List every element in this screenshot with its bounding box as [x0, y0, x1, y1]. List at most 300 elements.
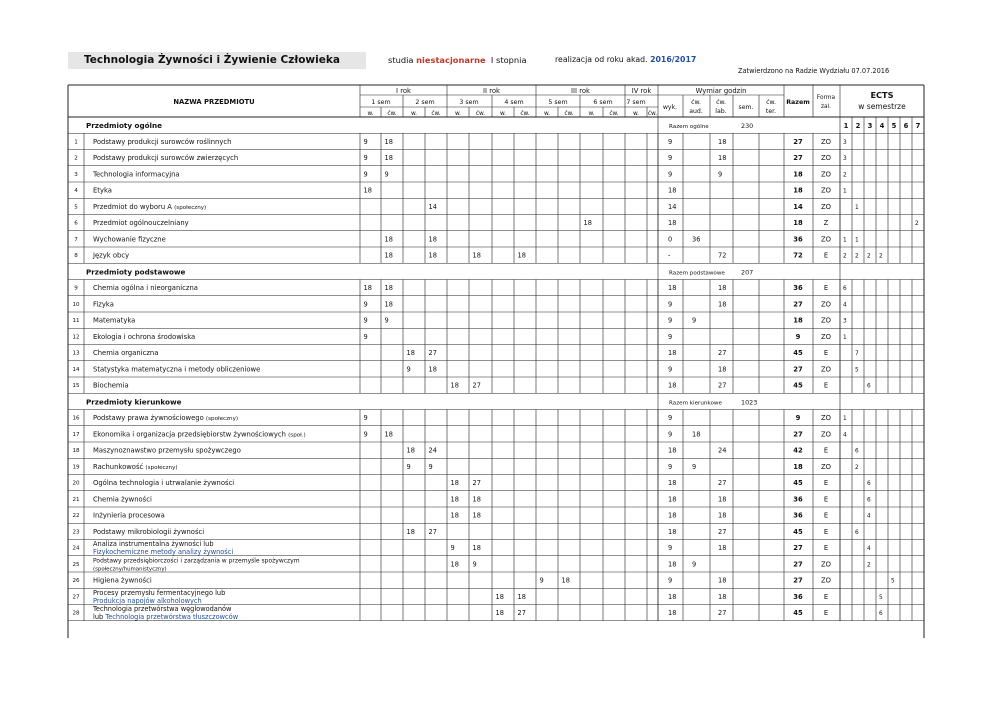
hours-value: 18	[718, 495, 727, 504]
hours-value: 9	[718, 170, 723, 179]
subject-name: Chemia organiczna	[93, 349, 159, 358]
semester-hours: 9	[539, 576, 544, 585]
semester-hours: 18	[384, 430, 393, 439]
ects-value: 2	[879, 253, 883, 260]
ects-value: 2	[855, 253, 859, 260]
semester-hours: 18	[363, 186, 372, 195]
razem-value: 27	[793, 430, 803, 439]
row-number: 13	[72, 350, 80, 357]
ects-value: 2	[867, 253, 871, 260]
razem-value: 9	[795, 414, 801, 423]
w-cw-header: ćw.	[564, 111, 574, 117]
hours-value: 72	[718, 251, 727, 260]
razem-value: 27	[793, 560, 803, 569]
forma-value: ZO	[820, 154, 832, 163]
year-header: IV rok	[631, 87, 652, 95]
semester-header: 6 sem	[593, 99, 613, 106]
row-number: 2	[74, 155, 78, 162]
ects-value: 5	[891, 578, 895, 585]
w-cw-header: ćw.	[520, 111, 530, 117]
semester-hours: 18	[384, 137, 393, 146]
section-razem-value: 1023	[741, 398, 758, 407]
subject-name: Przedmiot do wyboru A (społeczny)	[93, 202, 207, 211]
ects-value: 6	[855, 529, 859, 536]
hours-value: 9	[668, 154, 673, 163]
cw-ter-header: ter.	[765, 108, 777, 115]
ects-semester-number: 6	[903, 122, 909, 130]
row-number: 15	[72, 383, 80, 390]
row-number: 17	[72, 431, 80, 438]
forma-value: E	[823, 495, 829, 504]
forma-value: E	[823, 479, 829, 488]
ects-value: 1	[855, 204, 859, 211]
forma-value: ZO	[820, 235, 832, 244]
hours-value: 18	[718, 544, 727, 553]
semester-hours: 27	[428, 527, 437, 536]
hours-value: 18	[668, 349, 677, 358]
year-header: I rok	[396, 87, 411, 95]
subject-name: Rachunkowość (społeczny)	[93, 462, 178, 471]
row-number: 5	[74, 204, 78, 211]
subject-name: Etyka	[93, 186, 112, 195]
ects-value: 2	[867, 562, 871, 569]
ects-value: 2	[843, 253, 847, 260]
hours-value: 14	[668, 202, 677, 211]
row-number: 23	[72, 529, 80, 536]
razem-value: 27	[793, 137, 803, 146]
ects-value: 6	[843, 286, 847, 293]
row-number: 24	[72, 545, 80, 552]
semester-hours: 9	[363, 316, 368, 325]
ects-value: 3	[843, 318, 847, 325]
forma-value: Z	[823, 219, 829, 228]
ects-semester-number: 4	[879, 122, 885, 130]
semester-hours: 27	[472, 479, 481, 488]
subject-name: Chemia żywności	[93, 495, 152, 504]
row-number: 7	[74, 236, 78, 243]
row-number: 26	[72, 578, 80, 585]
subject-note: (społeczny/humanistyczny)	[93, 566, 167, 573]
razem-value: 36	[793, 592, 803, 601]
subject-name: Technologia przetwórstwa węglowodanów	[93, 605, 232, 614]
hours-value: 18	[668, 219, 677, 228]
ects-value: 5	[855, 367, 859, 374]
academic-year-value: 2016/2017	[650, 55, 697, 64]
forma-value: ZO	[820, 137, 832, 146]
razem-value: 45	[793, 527, 803, 536]
semester-hours: 18	[406, 446, 415, 455]
forma-value: ZO	[820, 576, 832, 585]
study-prefix: studia	[388, 55, 414, 65]
subject-name: Wychowanie fizyczne	[93, 235, 166, 244]
razem-value: 27	[793, 154, 803, 163]
row-number: 25	[72, 561, 80, 568]
razem-value: 9	[795, 332, 801, 341]
ects-value: 4	[867, 546, 871, 553]
semester-hours: 18	[363, 284, 372, 293]
forma-value: ZO	[820, 300, 832, 309]
razem-value: 27	[793, 544, 803, 553]
section-razem-value: 230	[741, 122, 754, 130]
hours-value: 18	[668, 479, 677, 488]
w-cw-header: ćw.	[387, 111, 397, 117]
forma-value: E	[823, 446, 829, 455]
hours-value: 27	[718, 349, 727, 358]
semester-hours: 18	[406, 527, 415, 536]
razem-value: 45	[793, 609, 803, 618]
semester-hours: 18	[384, 154, 393, 163]
ects-value: 6	[867, 497, 871, 504]
semester-hours: 18	[472, 495, 481, 504]
w-cw-header: ćw.	[431, 111, 441, 117]
subject-name: Inżynieria procesowa	[93, 511, 165, 520]
ects-value: 2	[855, 464, 859, 471]
razem-value: 45	[793, 381, 803, 390]
razem-value: 36	[793, 495, 803, 504]
hours-value: 9	[668, 576, 673, 585]
hours-value: 18	[718, 592, 727, 601]
razem-value: 36	[793, 511, 803, 520]
ects-value: 1	[855, 237, 859, 244]
semester-hours: 9	[428, 462, 433, 471]
subject-name: Maszynoznawstwo przemysłu spożywczego	[93, 446, 241, 455]
semester-hours: 9	[406, 462, 411, 471]
hours-value: 18	[718, 284, 727, 293]
subject-alt: Produkcja napojów alkoholowych	[93, 596, 202, 605]
hours-value: 18	[692, 430, 701, 439]
ects-value: 4	[843, 432, 847, 439]
year-header: III rok	[571, 87, 590, 95]
forma-value: ZO	[820, 430, 832, 439]
w-cw-header: w.	[588, 111, 595, 117]
forma-value: E	[823, 544, 829, 553]
hours-value: 9	[692, 316, 697, 325]
semester-hours: 18	[384, 284, 393, 293]
row-number: 10	[72, 301, 80, 308]
subject-name: Ekonomika i organizacja przedsiębiorstw żywnościowych (społ.)	[93, 430, 306, 439]
study-type: niestacjonarne	[416, 55, 486, 65]
hours-value: 18	[668, 527, 677, 536]
razem-header: Razem	[786, 99, 810, 106]
semester-hours: 9	[363, 137, 368, 146]
subject-name: Matematyka	[93, 316, 136, 325]
ects-value: 4	[867, 513, 871, 520]
semester-hours: 18	[450, 495, 459, 504]
ects-value: 2	[843, 172, 847, 179]
ects-value: 4	[843, 302, 847, 309]
semester-hours: 18	[495, 592, 504, 601]
row-number: 3	[74, 171, 78, 178]
row-number: 27	[72, 594, 80, 601]
ects-semester-number: 2	[855, 122, 861, 130]
hours-value: -	[668, 251, 671, 260]
ects-value: 3	[843, 156, 847, 163]
section-title: Przedmioty podstawowe	[86, 267, 186, 277]
semester-hours: 18	[472, 511, 481, 520]
approval-note: Zatwierdzono na Radzie Wydziału 07.07.2016	[738, 67, 890, 75]
w-cw-header: ćw.	[475, 111, 486, 117]
subject-name: Przedmiot ogólnouczelniany	[93, 219, 189, 228]
subject-alt: lub Technologia przetwórstwa tłuszczowców	[93, 613, 239, 622]
row-number: 8	[74, 253, 78, 260]
semester-hours: 18	[472, 251, 481, 260]
razem-value: 14	[793, 202, 803, 211]
ects-semester-number: 3	[867, 122, 873, 130]
semester-hours: 18	[384, 235, 393, 244]
hours-value: 9	[668, 300, 673, 309]
hours-value: 18	[668, 511, 677, 520]
hours-value: 18	[668, 609, 677, 618]
semester-hours: 18	[517, 251, 526, 260]
semester-hours: 9	[363, 154, 368, 163]
razem-value: 18	[793, 462, 803, 471]
semester-hours: 18	[450, 381, 459, 390]
forma-value: ZO	[820, 186, 832, 195]
semester-header: 1 sem	[371, 99, 391, 106]
row-number: 9	[74, 285, 78, 292]
hours-value: 18	[718, 365, 727, 374]
cw-lab-header: ćw.	[716, 99, 726, 106]
razem-value: 36	[793, 235, 803, 244]
semester-hours: 9	[363, 300, 368, 309]
semester-hours: 27	[517, 609, 526, 618]
hours-value: 18	[668, 592, 677, 601]
semester-hours: 9	[384, 170, 389, 179]
academic-year-prefix: realizacja od roku akad.	[555, 55, 648, 64]
razem-value: 42	[793, 446, 803, 455]
subject-name: Podstawy przedsiębiorczości i zarządzania w przemyśle spożywczym	[93, 557, 300, 565]
semester-header: 4 sem	[504, 99, 524, 106]
forma-value: E	[823, 381, 829, 390]
razem-value: 27	[793, 576, 803, 585]
hours-value: 18	[668, 186, 677, 195]
section-razem-label: Razem ogólne	[669, 124, 709, 130]
semester-hours: 9	[450, 544, 455, 553]
w-cw-header: w.	[367, 111, 374, 117]
semester-header: 7 sem	[626, 99, 646, 106]
w-cw-header: w.	[543, 111, 551, 117]
semester-hours: 9	[363, 414, 368, 423]
semester-hours: 18	[450, 479, 459, 488]
semester-header: 2 sem	[415, 99, 435, 106]
forma-value: ZO	[820, 332, 832, 341]
ects-value: 6	[867, 383, 871, 390]
semester-hours: 9	[406, 365, 411, 374]
forma-value: ZO	[820, 462, 832, 471]
ects-value: 1	[843, 237, 847, 244]
row-number: 14	[72, 366, 80, 373]
subject-name: Procesy przemysłu fermentacyjnego lub	[93, 588, 226, 597]
row-number: 21	[72, 496, 80, 503]
semester-hours: 9	[472, 560, 477, 569]
section-title: Przedmioty kierunkowe	[86, 397, 182, 407]
row-number: 11	[72, 318, 80, 325]
semester-hours: 9	[384, 316, 389, 325]
semester-hours: 9	[363, 430, 368, 439]
hours-value: 9	[668, 430, 673, 439]
hours-value: 18	[668, 560, 677, 569]
hours-value: 9	[668, 137, 673, 146]
semester-hours: 27	[428, 349, 437, 358]
forma-value: ZO	[820, 414, 832, 423]
razem-value: 27	[793, 365, 803, 374]
forma-header: Forma	[816, 95, 836, 101]
hours-value: 18	[668, 446, 677, 455]
razem-value: 72	[793, 251, 803, 260]
hours-value: 0	[668, 235, 673, 244]
w-cw-header: ćw.	[647, 111, 658, 117]
row-number: 6	[74, 220, 78, 227]
ects-value: 6	[867, 481, 871, 488]
razem-value: 36	[793, 284, 803, 293]
hours-value: 9	[692, 462, 697, 471]
subject-name: Technologia informacyjna	[93, 170, 180, 179]
hours-value: 9	[668, 544, 673, 553]
razem-value: 18	[793, 170, 803, 179]
semester-hours: 27	[472, 381, 481, 390]
forma-value: E	[823, 511, 829, 520]
row-number: 1	[74, 139, 78, 146]
ects-semester-number: 7	[915, 122, 921, 130]
semester-hours: 18	[561, 576, 570, 585]
year-header: II rok	[483, 87, 500, 95]
subject-name: Fizyka	[93, 300, 114, 309]
subject-name: Język obcy	[93, 251, 130, 260]
section-razem-label: Razem podstawowe	[669, 270, 725, 277]
w-cw-header: w.	[499, 111, 507, 117]
ects-value: 2	[915, 221, 919, 228]
forma-value: ZO	[820, 316, 832, 325]
semester-hours: 18	[583, 219, 592, 228]
razem-value: 18	[793, 186, 803, 195]
forma-value: ZO	[820, 202, 832, 211]
hours-value: 9	[668, 316, 673, 325]
hours-value: 9	[668, 170, 673, 179]
hours-value: 9	[668, 462, 673, 471]
row-number: 19	[72, 464, 80, 471]
subject-name: Podstawy produkcji surowców zwierzęcych	[93, 154, 239, 163]
subject-name: Ekologia i ochrona środowiska	[93, 332, 196, 341]
semester-hours: 18	[450, 511, 459, 520]
nazwa-header: NAZWA PRZEDMIOTU	[173, 98, 255, 106]
sem-header: sem.	[738, 104, 754, 111]
ects-semester-number: 1	[843, 122, 849, 130]
ects-header: w semestrze	[858, 102, 906, 111]
subject-name: Podstawy mikrobiologii żywności	[93, 527, 205, 536]
section-razem-label: Razem kierunkowe	[669, 400, 722, 407]
hours-value: 18	[718, 137, 727, 146]
forma-value: E	[823, 609, 829, 618]
razem-value: 45	[793, 479, 803, 488]
razem-value: 27	[793, 300, 803, 309]
ects-value: 6	[855, 448, 859, 455]
row-number: 18	[72, 448, 80, 455]
row-number: 22	[72, 513, 80, 520]
subject-alt: Fizykochemiczne metody analizy żywności	[93, 548, 234, 557]
forma-value: E	[823, 349, 829, 358]
hours-value: 18	[668, 495, 677, 504]
subject-name: Statystyka matematyczna i metody obliczeniowe	[93, 365, 261, 374]
hours-value: 27	[718, 381, 727, 390]
ects-value: 5	[879, 594, 883, 601]
forma-header: zal.	[820, 104, 832, 110]
subject-name: Podstawy prawa żywnościowego (społeczny)	[93, 414, 239, 423]
razem-value: 18	[793, 316, 803, 325]
hours-value: 36	[692, 235, 701, 244]
forma-value: E	[823, 527, 829, 536]
w-cw-header: w.	[410, 111, 418, 117]
hours-value: 18	[718, 154, 727, 163]
ects-value: 7	[855, 351, 859, 358]
hours-value: 27	[718, 609, 727, 618]
ects-semester-number: 5	[891, 122, 897, 130]
subject-name: Biochemia	[93, 381, 129, 390]
forma-value: ZO	[820, 560, 832, 569]
w-cw-header: w.	[454, 111, 462, 117]
row-number: 28	[72, 610, 80, 617]
ects-value: 6	[879, 611, 883, 618]
forma-value: E	[823, 284, 829, 293]
semester-hours: 18	[428, 365, 437, 374]
forma-value: ZO	[820, 170, 832, 179]
section-razem-value: 207	[741, 268, 754, 277]
hours-value: 9	[668, 365, 673, 374]
subject-name: Chemia ogólna i nieorganiczna	[93, 284, 198, 293]
hours-value: 18	[668, 381, 677, 390]
hours-value: 9	[668, 414, 673, 423]
subject-name: Higiena żywności	[93, 576, 152, 585]
row-number: 4	[74, 188, 78, 195]
semester-hours: 18	[384, 300, 393, 309]
hours-value: 18	[668, 284, 677, 293]
hours-value: 9	[692, 560, 697, 569]
semester-header: 5 sem	[548, 99, 568, 106]
wymiar-header: Wymiar godzin	[695, 87, 747, 95]
cw-aud-header: ćw.	[691, 99, 701, 106]
row-number: 20	[72, 480, 80, 487]
w-cw-header: ćw.	[609, 111, 619, 117]
page-title: Technologia Żywności i Żywienie Człowieka	[84, 54, 340, 66]
subject-name: Ogólna technologia i utrwalanie żywności	[93, 479, 235, 488]
semester-hours: 18	[406, 349, 415, 358]
cw-ter-header: ćw.	[766, 99, 776, 106]
ects-header: ECTS	[870, 90, 894, 100]
semester-hours: 18	[472, 544, 481, 553]
hours-value: 24	[718, 446, 727, 455]
cw-aud-header: aud.	[689, 108, 703, 115]
cw-lab-header: lab.	[715, 108, 727, 115]
semester-hours: 18	[495, 609, 504, 618]
section-title: Przedmioty ogólne	[86, 121, 163, 130]
hours-value: 27	[718, 527, 727, 536]
row-number: 16	[72, 415, 80, 422]
wyk-header: wyk.	[662, 104, 678, 111]
semester-hours: 18	[450, 560, 459, 569]
hours-value: 9	[668, 332, 673, 341]
razem-value: 18	[793, 219, 803, 228]
semester-hours: 18	[384, 251, 393, 260]
hours-value: 18	[718, 511, 727, 520]
forma-value: E	[823, 251, 829, 260]
ects-value: 1	[843, 416, 847, 423]
semester-hours: 18	[428, 251, 437, 260]
hours-value: 18	[718, 576, 727, 585]
hours-value: 27	[718, 479, 727, 488]
subject-name: Analiza instrumentalna żywności lub	[93, 540, 214, 549]
hours-value: 18	[718, 300, 727, 309]
row-number: 12	[72, 334, 80, 341]
semester-header: 3 sem	[459, 99, 479, 106]
